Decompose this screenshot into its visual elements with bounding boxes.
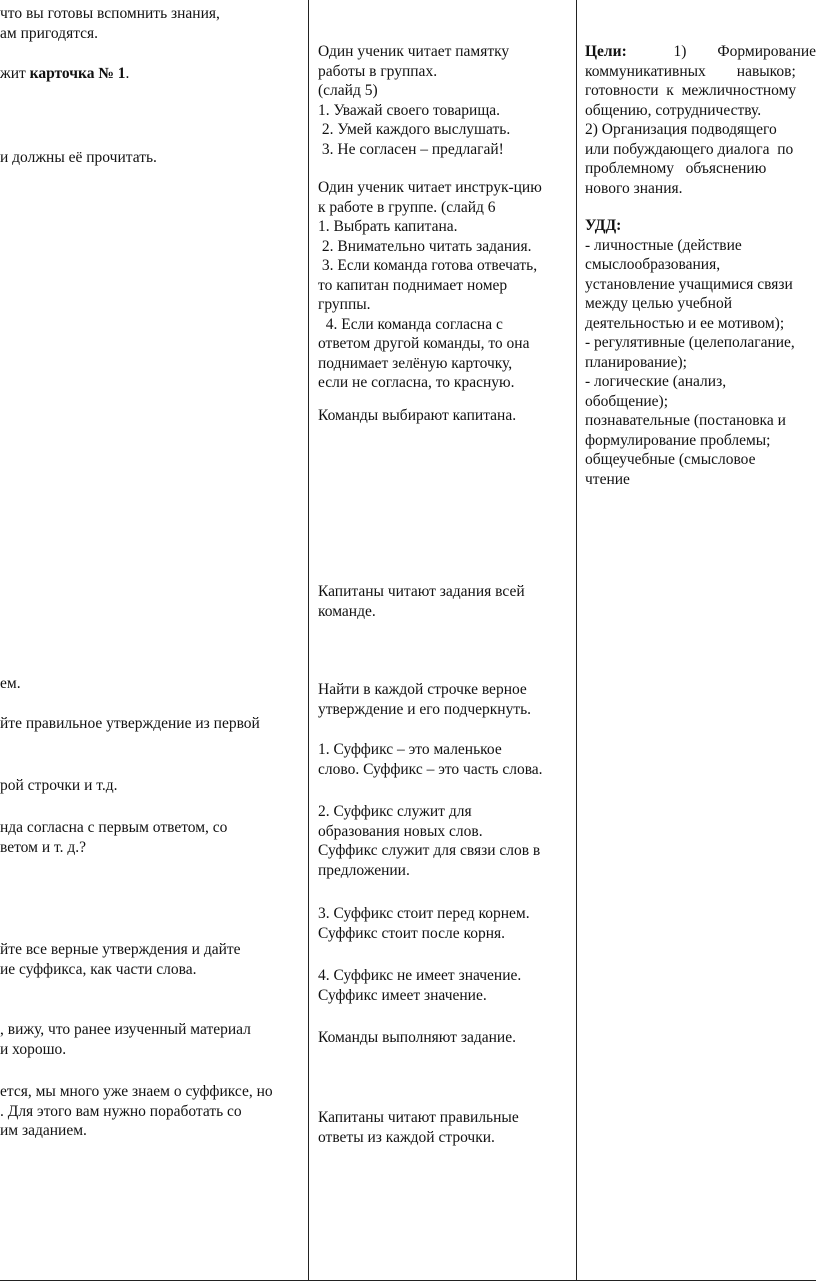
teacher-text-praise: , вижу, что ранее изученный материал и хорошо. xyxy=(0,1021,251,1058)
student-group-instructions: Один ученик читает инструк-цию к работе в группе. (слайд 6 1. Выбрать капитана. 2. Внимательно читать задания. 3. Если команда готова отвечать, то капитан поднимает номер группы. 4. Если команда согласна с ответом другой команды, то она поднимает зелёную карточку, если не согласна, то красную. xyxy=(318,179,542,391)
student-task-instruction: Найти в каждой строчке верное утверждение и его подчеркнуть. xyxy=(318,681,532,718)
goals-label: Цели: xyxy=(585,43,627,60)
teacher-text-definition: йте все верные утверждения и дайте ие суффикса, как части слова. xyxy=(0,941,241,978)
student-captains-answers: Капитаны читают правильные ответы из каждой строчки. xyxy=(318,1109,519,1146)
column-divider-right xyxy=(576,0,577,1281)
statement-4: 4. Суффикс не имеет значение. Суффикс имеет значение. xyxy=(318,967,522,1004)
table-bottom-border xyxy=(0,1280,816,1281)
column-divider-left xyxy=(308,0,309,1281)
udd-block: УДД: - личностные (действие смыслообразования, установление учащимися связи между целью учебной деятельностью и ее мотивом); - регулятивные (целеполагание, планирование); - логические (анализ, обобщение); познавательные (постановка и формулирование проблемы; общеучебные (смысловое чтение xyxy=(585,217,795,488)
teacher-text-agree: нда согласна с первым ответом, со ветом и т. д.? xyxy=(0,819,228,856)
card-number: карточка № 1 xyxy=(29,65,126,82)
student-group-rules: Один ученик читает памятку работы в группах. (слайд 5) 1. Уважай своего товарища. 2. Умей каждого выслушать. 3. Не согласен – предлагай! xyxy=(318,43,511,158)
teacher-text-next-task: ется, мы много уже знаем о суффиксе, но . Для этого вам нужно поработать со им заданием. xyxy=(0,1083,273,1139)
statement-1: 1. Суффикс – это маленькое слово. Суффикс – это часть слова. xyxy=(318,741,543,778)
teacher-text-topic: ем. xyxy=(0,675,21,692)
teacher-text-find: йте правильное утверждение из первой xyxy=(0,715,260,732)
teacher-text-read: и должны её прочитать. xyxy=(0,149,157,166)
goals-block: Цели: 1) Формирование коммуникативных навыков; готовности к межличностному общению, сотрудничеству. 2) Организация подводящего или побуждающего диалога по проблемному объяснению нового знания. xyxy=(585,43,816,197)
statement-3: 3. Суффикс стоит перед корнем. Суффикс стоит после корня. xyxy=(318,905,530,942)
teacher-text-card: жит карточка № 1. xyxy=(0,65,130,82)
student-captains-read: Капитаны читают задания всей команде. xyxy=(318,583,525,620)
teacher-text-second-line: рой строчки и т.д. xyxy=(0,777,118,794)
statement-2: 2. Суффикс служит для образования новых слов. Суффикс служит для связи слов в предложении. xyxy=(318,803,541,879)
udd-label: УДД: xyxy=(585,217,622,234)
student-choose-captain: Команды выбирают капитана. xyxy=(318,407,517,424)
teacher-text-intro: что вы готовы вспомнить знания, ам пригодятся. xyxy=(0,5,220,42)
student-do-task: Команды выполняют задание. xyxy=(318,1029,516,1046)
